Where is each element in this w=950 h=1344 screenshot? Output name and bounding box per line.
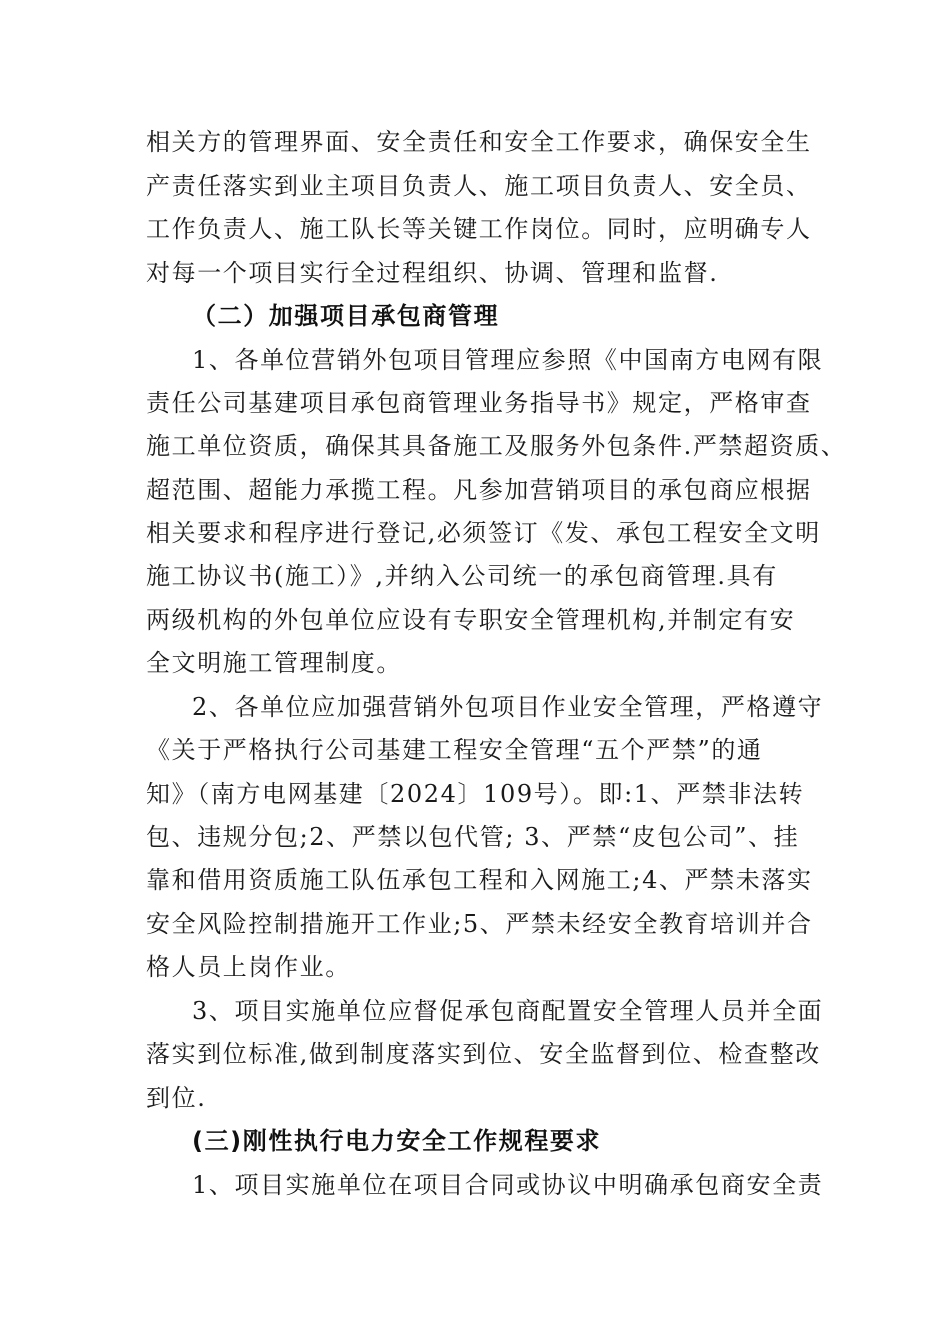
body-line: 相关要求和程序进行登记,必须签订《发、承包工程安全文明 <box>146 519 821 547</box>
paragraph-4-start: 1、项目实施单位在项目合同或协议中明确承包商安全责 <box>192 1171 824 1199</box>
paragraph-3-start: 3、项目实施单位应督促承包商配置安全管理人员并全面 <box>192 997 824 1025</box>
section-heading-2: （二）加强项目承包商管理 <box>192 302 500 330</box>
body-line: 超范围、超能力承揽工程。凡参加营销项目的承包商应根据 <box>146 476 812 504</box>
section-heading-3: (三)刚性执行电力安全工作规程要求 <box>192 1127 602 1155</box>
body-line: 责任公司基建项目承包商管理业务指导书》规定，严格审查 <box>146 389 812 417</box>
body-line: 知》（南方电网基建〔2024〕109号）。即:1、严禁非法转 <box>146 780 805 808</box>
body-line: 落实到位标准,做到制度落实到位、安全监督到位、检查整改 <box>146 1040 821 1068</box>
body-line: 产责任落实到业主项目负责人、施工项目负责人、安全员、 <box>146 172 812 200</box>
body-line: 格人员上岗作业。 <box>146 953 351 981</box>
paragraph-1-start: 1、各单位营销外包项目管理应参照《中国南方电网有限 <box>192 346 824 374</box>
body-line: 靠和借用资质施工队伍承包工程和入网施工;4、严禁未落实 <box>146 866 813 894</box>
body-line: 对每一个项目实行全过程组织、协调、管理和监督. <box>146 259 719 287</box>
body-line: 《关于严格执行公司基建工程安全管理“五个严禁”的通 <box>146 736 763 764</box>
body-line: 施工单位资质，确保其具备施工及服务外包条件.严禁超资质、 <box>146 432 847 460</box>
body-line: 施工协议书(施工）》,并纳入公司统一的承包商管理.具有 <box>146 562 778 590</box>
paragraph-2-start: 2、各单位应加强营销外包项目作业安全管理，严格遵守 <box>192 693 824 721</box>
body-line: 工作负责人、施工队长等关键工作岗位。同时，应明确专人 <box>146 215 812 243</box>
body-line: 两级机构的外包单位应设有专职安全管理机构,并制定有安 <box>146 606 796 634</box>
body-line: 安全风险控制措施开工作业;5、严禁未经安全教育培训并合 <box>146 910 813 938</box>
body-line: 到位. <box>146 1084 207 1112</box>
body-line: 相关方的管理界面、安全责任和安全工作要求，确保安全生 <box>146 128 812 156</box>
body-line: 全文明施工管理制度。 <box>146 649 402 677</box>
body-line: 包、违规分包;2、严禁以包代管; 3、严禁“皮包公司”、挂 <box>146 823 800 851</box>
